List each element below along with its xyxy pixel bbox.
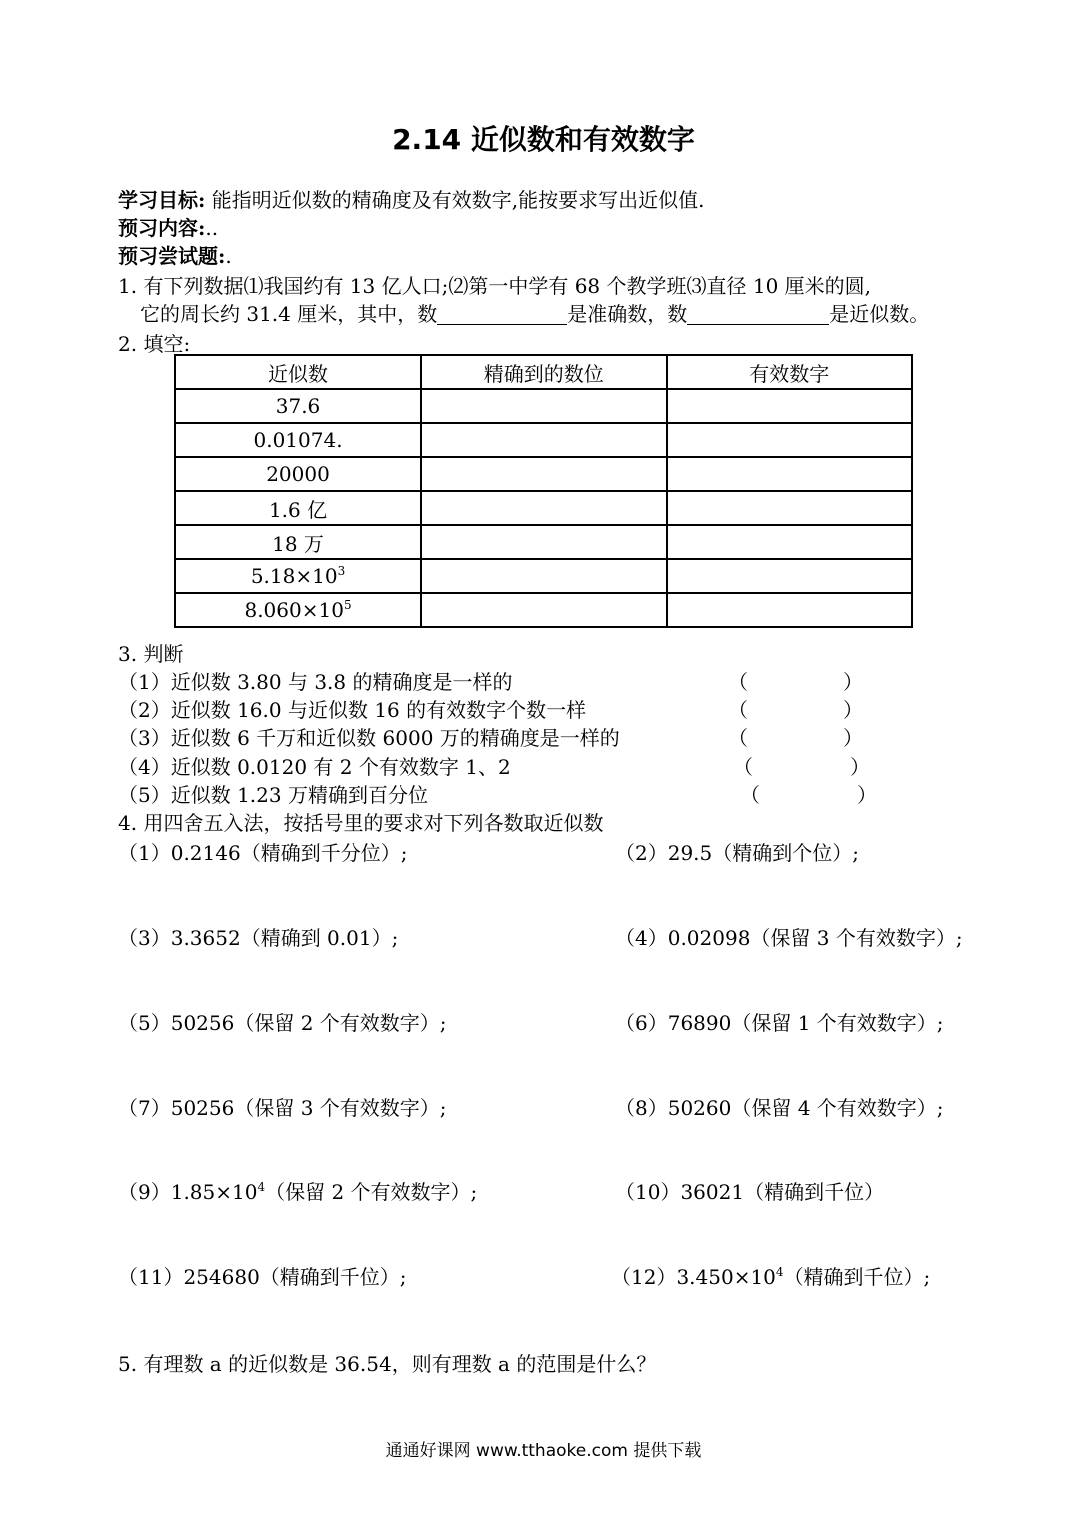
answer-paren-close: ） — [850, 755, 870, 779]
precision-cell[interactable] — [421, 457, 666, 491]
precision-cell[interactable] — [421, 593, 666, 627]
approx-exponent: 5 — [343, 598, 352, 612]
fill-in-table — [174, 354, 913, 628]
precision-cell[interactable] — [421, 525, 666, 559]
table-row — [175, 525, 912, 559]
rounding-item: （4）0.02098（保留 3 个有效数字）; — [615, 926, 963, 950]
page-title: 2.14 近似数和有效数字 — [392, 123, 695, 156]
preview-trials — [118, 242, 232, 270]
approx-number-blank[interactable] — [687, 302, 829, 325]
preview-label: 预习内容: — [118, 216, 206, 240]
q2-heading: 2. 填空: — [118, 332, 191, 356]
sig-digits-cell[interactable] — [667, 593, 912, 627]
answer-paren-close: ） — [843, 670, 863, 694]
precision-cell[interactable] — [421, 423, 666, 457]
q1-text-c: 是近似数。 — [829, 302, 930, 326]
answer-paren-open: （ — [728, 726, 748, 750]
goal-text: 能指明近似数的精确度及有效数字,能按要求写出近似值. — [205, 188, 705, 212]
approx-value — [175, 559, 421, 593]
rounding-item: （10）36021（精确到千位） — [615, 1180, 885, 1204]
approx-value: 20000 — [175, 457, 421, 491]
approx-value: 1.6 亿 — [175, 491, 421, 525]
goal-label: 学习目标: — [118, 188, 206, 212]
exact-number-blank[interactable] — [437, 302, 567, 325]
rounding-item: （1）0.2146（精确到千分位）; — [118, 841, 408, 865]
table-row — [175, 423, 912, 457]
preview-suffix: .. — [205, 216, 219, 240]
approx-base: 5.18×10 — [250, 564, 338, 588]
q1-text-b: 是准确数，数 — [567, 302, 688, 326]
answer-paren-close: ） — [843, 698, 863, 722]
header-sig-digits: 有效数字 — [667, 355, 912, 389]
answer-paren-open: （ — [728, 670, 748, 694]
approx-value — [175, 593, 421, 627]
answer-paren-open: （ — [733, 755, 753, 779]
learning-goal — [118, 186, 704, 214]
judge-item: （5）近似数 1.23 万精确到百分位 — [118, 783, 428, 807]
sig-digits-cell[interactable] — [667, 457, 912, 491]
q5-text: 5. 有理数 a 的近似数是 36.54，则有理数 a 的范围是什么？ — [118, 1352, 657, 1376]
precision-cell[interactable] — [421, 389, 666, 423]
q1-text-a: 它的周长约 31.4 厘米，其中，数 — [140, 302, 438, 326]
header-approx: 近似数 — [175, 355, 421, 389]
item12-exponent: 4 — [775, 1265, 784, 1279]
rounding-item — [118, 1178, 477, 1206]
item9-base: （9）1.85×10 — [118, 1180, 258, 1204]
approx-exponent: 3 — [337, 564, 346, 578]
precision-cell[interactable] — [421, 559, 666, 593]
item9-requirement: （保留 2 个有效数字）; — [265, 1180, 478, 1204]
sig-digits-cell[interactable] — [667, 491, 912, 525]
table-row — [175, 559, 912, 593]
trial-suffix: . — [225, 244, 232, 268]
approx-value: 0.01074. — [175, 423, 421, 457]
rounding-item: （8）50260（保留 4 个有效数字）; — [615, 1096, 944, 1120]
table-row — [175, 593, 912, 627]
item12-requirement: （精确到千位）; — [783, 1265, 931, 1289]
rounding-item: （7）50256（保留 3 个有效数字）; — [118, 1096, 447, 1120]
precision-cell[interactable] — [421, 491, 666, 525]
q1-line2 — [140, 300, 929, 328]
table-header-row — [175, 355, 912, 389]
footer-source: 通通好课网 www.tthaoke.com 提供下载 — [385, 1441, 702, 1461]
approx-base: 8.060×10 — [244, 598, 344, 622]
q1-line1: 1. 有下列数据⑴我国约有 13 亿人口;⑵第一中学有 68 个教学班⑶直径 10 厘米的圆, — [118, 274, 872, 298]
answer-paren-close: ） — [843, 726, 863, 750]
item12-base: （12）3.450×10 — [611, 1265, 776, 1289]
sig-digits-cell[interactable] — [667, 423, 912, 457]
answer-paren-open: （ — [728, 698, 748, 722]
rounding-item: （6）76890（保留 1 个有效数字）; — [615, 1011, 944, 1035]
sig-digits-cell[interactable] — [667, 389, 912, 423]
judge-item: （1）近似数 3.80 与 3.8 的精确度是一样的 — [118, 670, 513, 694]
approx-value: 18 万 — [175, 525, 421, 559]
table-row — [175, 491, 912, 525]
preview-content — [118, 214, 218, 242]
rounding-item: （2）29.5（精确到个位）; — [615, 841, 859, 865]
trial-label: 预习尝试题: — [118, 244, 226, 268]
judge-item: （3）近似数 6 千万和近似数 6000 万的精确度是一样的 — [118, 726, 620, 750]
item9-exponent: 4 — [257, 1180, 266, 1194]
judge-item: （2）近似数 16.0 与近似数 16 的有效数字个数一样 — [118, 698, 587, 722]
sig-digits-cell[interactable] — [667, 559, 912, 593]
table-row — [175, 389, 912, 423]
approx-value: 37.6 — [175, 389, 421, 423]
rounding-item: （3）3.3652（精确到 0.01）; — [118, 926, 399, 950]
header-precision: 精确到的数位 — [421, 355, 666, 389]
judge-item: （4）近似数 0.0120 有 2 个有效数字 1、2 — [118, 755, 511, 779]
q4-heading: 4. 用四舍五入法，按括号里的要求对下列各数取近似数 — [118, 811, 604, 835]
sig-digits-cell[interactable] — [667, 525, 912, 559]
answer-paren-close: ） — [857, 783, 877, 807]
answer-paren-open: （ — [740, 783, 760, 807]
rounding-item — [611, 1263, 930, 1291]
q3-heading: 3. 判断 — [118, 642, 184, 666]
rounding-item: （11）254680（精确到千位）; — [118, 1265, 407, 1289]
rounding-item: （5）50256（保留 2 个有效数字）; — [118, 1011, 447, 1035]
table-row — [175, 457, 912, 491]
